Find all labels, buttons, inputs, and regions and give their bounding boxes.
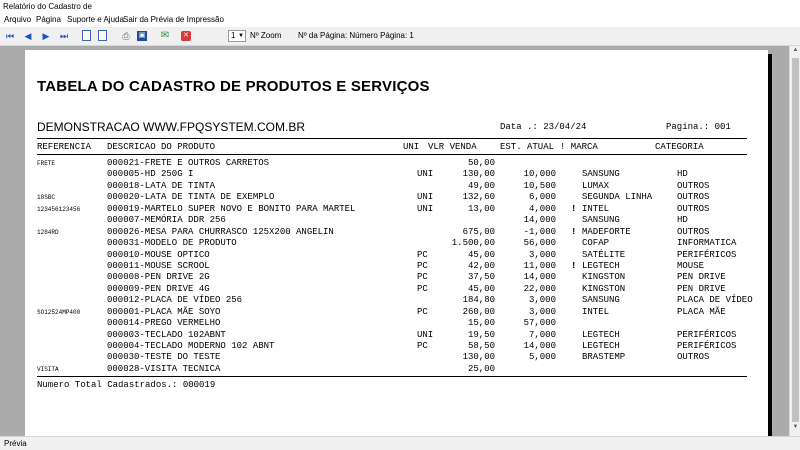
header-est: EST. ATUAL: [500, 142, 555, 152]
row-stock: 22,000: [523, 283, 556, 294]
header-bottom-rule: [37, 154, 747, 155]
table-row: [25, 192, 768, 203]
window-title: Relatório do Cadastro de: [0, 0, 800, 14]
row-stock: 57,000: [523, 318, 556, 329]
table-row: [25, 215, 768, 226]
row-brand: SANSUNG: [582, 215, 620, 226]
row-price: 1.500,00: [451, 238, 495, 249]
row-stock: 3,000: [528, 249, 556, 260]
last-page-icon[interactable]: ⏭: [59, 31, 69, 41]
row-price: 13,00: [467, 203, 495, 214]
row-unit: PC: [417, 272, 428, 283]
email-icon[interactable]: ✉: [160, 30, 170, 41]
row-unit: PC: [417, 341, 428, 351]
table-row: [25, 341, 768, 352]
scrollbar-thumb[interactable]: [792, 58, 799, 422]
row-price: 132,60: [462, 192, 495, 203]
header-desc: DESCRICAO DO PRODUTO: [107, 142, 216, 152]
menu-item-arquivo[interactable]: Arquivo: [4, 15, 32, 24]
row-category: PERIFÉRICOS: [677, 329, 737, 340]
table-row: [25, 250, 768, 261]
row-reference: 1284RD: [37, 228, 59, 236]
row-category: OUTROS: [677, 180, 710, 191]
zoom-label: Nº Zoom: [250, 31, 282, 40]
row-description: 000010-MOUSE OPTICO: [107, 249, 210, 260]
row-description: 000021-FRETE E OUTROS CARRETOS: [107, 158, 270, 168]
table-row: [25, 318, 768, 329]
menu-bar: [0, 14, 800, 27]
zoom-value: 1: [231, 31, 236, 40]
preview-viewport[interactable]: [0, 46, 789, 436]
first-page-icon[interactable]: ⏮: [5, 31, 15, 41]
save-icon[interactable]: ▣: [138, 32, 146, 39]
scroll-up-icon[interactable]: ▲: [792, 47, 799, 53]
row-price: 45,00: [467, 283, 495, 294]
row-description: 000001-PLACA MÃE SOYO: [107, 306, 221, 317]
row-stock: -1,000: [523, 226, 556, 237]
row-flag: !: [571, 203, 577, 214]
status-bar: Prévia: [0, 436, 800, 450]
row-price: 50,00: [467, 158, 495, 168]
row-price: 37,50: [467, 272, 495, 283]
row-brand: KINGSTON: [582, 283, 626, 294]
row-stock: 10,000: [523, 169, 556, 180]
report-title: TABELA DO CADASTRO DE PRODUTOS E SERVIÇOS: [37, 78, 430, 95]
menu-item-sair[interactable]: Sair da Prévia de Impressão: [123, 15, 224, 24]
row-price: 49,00: [467, 180, 495, 191]
row-reference: 18SBC: [37, 194, 56, 202]
row-stock: 3,000: [528, 295, 556, 306]
row-category: PERIFÉRICOS: [677, 341, 737, 351]
table-row: [25, 169, 768, 180]
row-category: PLACA MÃE: [677, 306, 726, 317]
row-price: 675,00: [462, 226, 495, 237]
row-description: 000031-MODELO DE PRODUTO: [107, 238, 237, 249]
row-stock: 56,000: [523, 238, 556, 249]
row-price: 19,50: [467, 329, 495, 340]
row-unit: UNI: [417, 192, 434, 203]
table-row: [25, 204, 768, 215]
row-reference: VISITA: [37, 365, 59, 373]
row-category: PERIFÉRICOS: [677, 249, 737, 260]
row-category: HD: [677, 169, 688, 180]
row-unit: PC: [417, 249, 428, 260]
table-row: [25, 295, 768, 306]
row-brand: LEGTECH: [582, 329, 620, 340]
row-brand: INTEL: [582, 203, 610, 214]
header-marca: ! MARCA: [560, 142, 598, 152]
report-company: DEMONSTRACAO WWW.FPQSYSTEM.COM.BR: [37, 120, 306, 134]
row-stock: 3,000: [528, 306, 556, 317]
chevron-down-icon: ▼: [238, 33, 244, 39]
print-icon[interactable]: ⎙: [122, 31, 130, 41]
row-description: 000009-PEN DRIVE 4G: [107, 283, 210, 294]
row-category: PLACA DE VÍDEO: [677, 295, 753, 306]
row-description: 000018-LATA DE TINTA: [107, 180, 216, 191]
row-brand: SANSUNG: [582, 295, 620, 306]
row-price: 15,00: [467, 318, 495, 329]
row-reference: 123456123456: [37, 205, 81, 213]
row-reference: FRETE: [37, 160, 56, 167]
row-brand: INTEL: [582, 306, 610, 317]
header-top-rule: [37, 138, 747, 139]
table-row: [25, 238, 768, 249]
next-page-icon[interactable]: ▶: [42, 31, 50, 41]
report-page: [25, 50, 768, 436]
row-description: 000011-MOUSE SCROOL: [107, 260, 210, 271]
row-price: 45,00: [467, 249, 495, 260]
report-total: Numero Total Cadastrados.: 000019: [37, 380, 216, 390]
scroll-down-icon[interactable]: ▼: [792, 424, 799, 430]
row-category: PEN DRIVE: [677, 283, 726, 294]
row-category: OUTROS: [677, 192, 710, 203]
table-row: [25, 261, 768, 272]
header-ref: REFERENCIA: [37, 142, 92, 152]
row-unit: UNI: [417, 169, 434, 180]
row-price: 42,00: [467, 260, 495, 271]
header-uni: UNI: [403, 142, 420, 152]
row-reference: SO12524MP400: [37, 308, 81, 316]
header-vlr: VLR VENDA: [428, 142, 477, 152]
row-unit: UNI: [417, 203, 434, 214]
report-date: Data .: 23/04/24: [500, 122, 587, 132]
table-row: [25, 181, 768, 192]
row-description: 000007-MEMÓRIA DDR 256: [107, 215, 226, 226]
row-description: 000019-MARTELO SUPER NOVO E BONITO PARA MARTEL: [107, 203, 356, 214]
row-category: OUTROS: [677, 226, 710, 237]
row-description: 000012-PLACA DE VÍDEO 256: [107, 295, 243, 306]
row-brand: COFAP: [582, 238, 610, 249]
row-category: MOUSE: [677, 260, 705, 271]
row-category: HD: [677, 215, 688, 226]
vertical-scrollbar[interactable]: [789, 46, 800, 436]
table-row: [25, 227, 768, 238]
table-row: [25, 364, 768, 375]
row-stock: 7,000: [528, 329, 556, 340]
row-brand: LEGTECH: [582, 341, 620, 351]
row-unit: PC: [417, 260, 428, 271]
row-description: 000005-HD 250G I: [107, 169, 194, 180]
row-category: INFORMATICA: [677, 238, 737, 249]
row-brand: KINGSTON: [582, 272, 626, 283]
row-brand: MADEFORTE: [582, 226, 631, 237]
row-flag: !: [571, 226, 577, 237]
table-row: [25, 158, 768, 169]
row-description: 000028-VISITA TECNICA: [107, 363, 221, 374]
row-price: 58,50: [467, 341, 495, 351]
row-stock: 14,000: [523, 341, 556, 351]
row-brand: SEGUNDA LINHA: [582, 192, 653, 203]
header-cat: CATEGORIA: [655, 142, 704, 152]
two-pages-icon[interactable]: [98, 30, 107, 41]
page-info: Nº da Página: Número Página: 1: [298, 31, 414, 40]
row-category: OUTROS: [677, 203, 710, 214]
row-stock: 11,000: [523, 260, 556, 271]
row-stock: 14,000: [523, 272, 556, 283]
row-unit: PC: [417, 283, 428, 294]
report-page-number: Pagina.: 001: [666, 122, 731, 132]
zoom-select[interactable]: [228, 30, 246, 42]
row-brand: SANSUNG: [582, 169, 620, 180]
menu-item-pagina[interactable]: Página: [36, 15, 61, 24]
row-price: 25,00: [467, 363, 495, 374]
row-brand: LUMAX: [582, 180, 610, 191]
row-brand: SATÉLITE: [582, 249, 626, 260]
row-stock: 4,000: [528, 203, 556, 214]
row-description: 000030-TESTE DO TESTE: [107, 352, 221, 363]
row-description: 000004-TECLADO MODERNO 102 ABNT: [107, 341, 275, 351]
row-stock: 6,000: [528, 192, 556, 203]
row-description: 000020-LATA DE TINTA DE EXEMPLO: [107, 192, 275, 203]
row-description: 000014-PREGO VERMELHO: [107, 318, 221, 329]
footer-rule: [37, 376, 747, 377]
row-price: 184,80: [462, 295, 495, 306]
single-page-icon[interactable]: [82, 30, 91, 41]
row-description: 000008-PEN DRIVE 2G: [107, 272, 210, 283]
table-row: [25, 352, 768, 363]
row-description: 000026-MESA PARA CHURRASCO 125X200 ANGELIN: [107, 226, 334, 237]
row-flag: !: [571, 260, 577, 271]
table-row: [25, 330, 768, 341]
menu-item-suporte[interactable]: Suporte e Ajuda: [67, 15, 124, 24]
row-stock: 14,000: [523, 215, 556, 226]
row-stock: 10,500: [523, 180, 556, 191]
row-category: PEN DRIVE: [677, 272, 726, 283]
row-unit: PC: [417, 306, 428, 317]
table-row: [25, 272, 768, 283]
row-stock: 5,000: [528, 352, 556, 363]
close-icon[interactable]: ✕: [181, 31, 191, 41]
row-category: OUTROS: [677, 352, 710, 363]
row-price: 130,00: [462, 352, 495, 363]
row-price: 130,00: [462, 169, 495, 180]
table-row: [25, 307, 768, 318]
row-description: 000003-TECLADO 102ABNT: [107, 329, 226, 340]
prev-page-icon[interactable]: ◀: [24, 31, 32, 41]
product-table: [25, 158, 768, 375]
table-row: [25, 284, 768, 295]
row-price: 260,00: [462, 306, 495, 317]
row-brand: LEGTECH: [582, 260, 620, 271]
row-brand: BRASTEMP: [582, 352, 626, 363]
row-unit: UNI: [417, 329, 434, 340]
